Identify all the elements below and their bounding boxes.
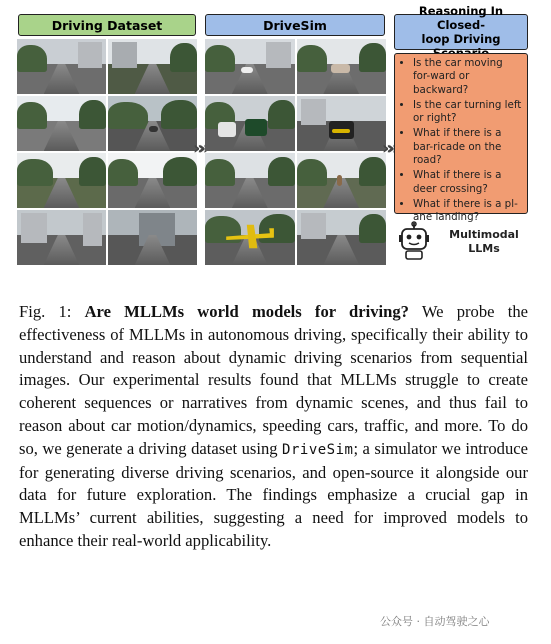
dataset-image	[17, 210, 106, 265]
question-item: • What if there is a pl-ane landing?	[413, 198, 523, 225]
caption-body: We probe the effectiveness of MLLMs in autonomous driving, specifically their ability to understand and reason about dynamic driving scenarios from sequential images. Our experimental results found that MLLMs struggle to create coherent sequences or narratives from dynamic scenes, and thus fail to reason about car motion/dynamics, speeding cars, traffic, and more. To do so, we generate a driving dataset using	[19, 302, 528, 458]
drivesim-image	[205, 153, 295, 208]
drivesim-grid	[205, 39, 386, 265]
driving-dataset-grid	[17, 39, 197, 265]
dataset-image	[17, 153, 106, 208]
dataset-image	[17, 96, 106, 151]
caption-body-cont: ; a simulator we introduce for generating diverse driving scenarios, and open-source it alongside our data for future exploration. The findings emphasize a crucial gap in MLLMs’ current abilities, suggesting a need for improved models to enhance their real-world applicability.	[19, 438, 528, 550]
drivesim-image	[205, 96, 295, 151]
watermark: 公众号 · 自动驾驶之心	[380, 615, 490, 628]
reasoning-header-line2: loop Driving	[421, 32, 501, 46]
drivesim-header: DriveSim	[205, 14, 385, 36]
figure	[0, 0, 551, 275]
question-item: • What if there is a bar-ricade on the road?	[413, 127, 523, 167]
dataset-image	[108, 96, 197, 151]
caption-prefix: Fig. 1:	[19, 302, 85, 321]
driving-dataset-header: Driving Dataset	[18, 14, 196, 36]
drivesim-name: DriveSim	[282, 441, 354, 458]
reasoning-header	[394, 4, 528, 50]
robot-icon	[398, 221, 430, 261]
multimodal-llm-block	[394, 219, 528, 266]
drivesim-image	[297, 96, 387, 151]
drivesim-image	[205, 210, 295, 265]
reasoning-header-line1: Reasoning In Closed-	[418, 4, 504, 32]
caption-title: Are MLLMs world models for driving?	[84, 302, 409, 321]
flow-arrow-icon: »»	[193, 138, 205, 159]
drivesim-image	[205, 39, 295, 94]
dataset-image	[108, 210, 197, 265]
drivesim-image	[297, 39, 387, 94]
airplane-icon	[205, 220, 295, 253]
flow-arrow-icon: »»	[382, 138, 394, 159]
llm-label-line1: Multimodal	[449, 228, 519, 241]
dataset-image	[108, 153, 197, 208]
multimodal-llm-label	[442, 228, 526, 256]
dataset-image	[108, 39, 197, 94]
drivesim-image	[297, 210, 387, 265]
llm-label-line2: LLMs	[468, 242, 500, 255]
questions-box	[394, 53, 528, 224]
figure-caption	[19, 301, 528, 553]
drivesim-image	[297, 153, 387, 208]
question-item: • Is the car turning left or right?	[413, 99, 523, 126]
question-item: • What if there is a deer crossing?	[413, 169, 523, 196]
dataset-image	[17, 39, 106, 94]
question-item: • Is the car moving for-ward or backward?	[413, 57, 523, 97]
